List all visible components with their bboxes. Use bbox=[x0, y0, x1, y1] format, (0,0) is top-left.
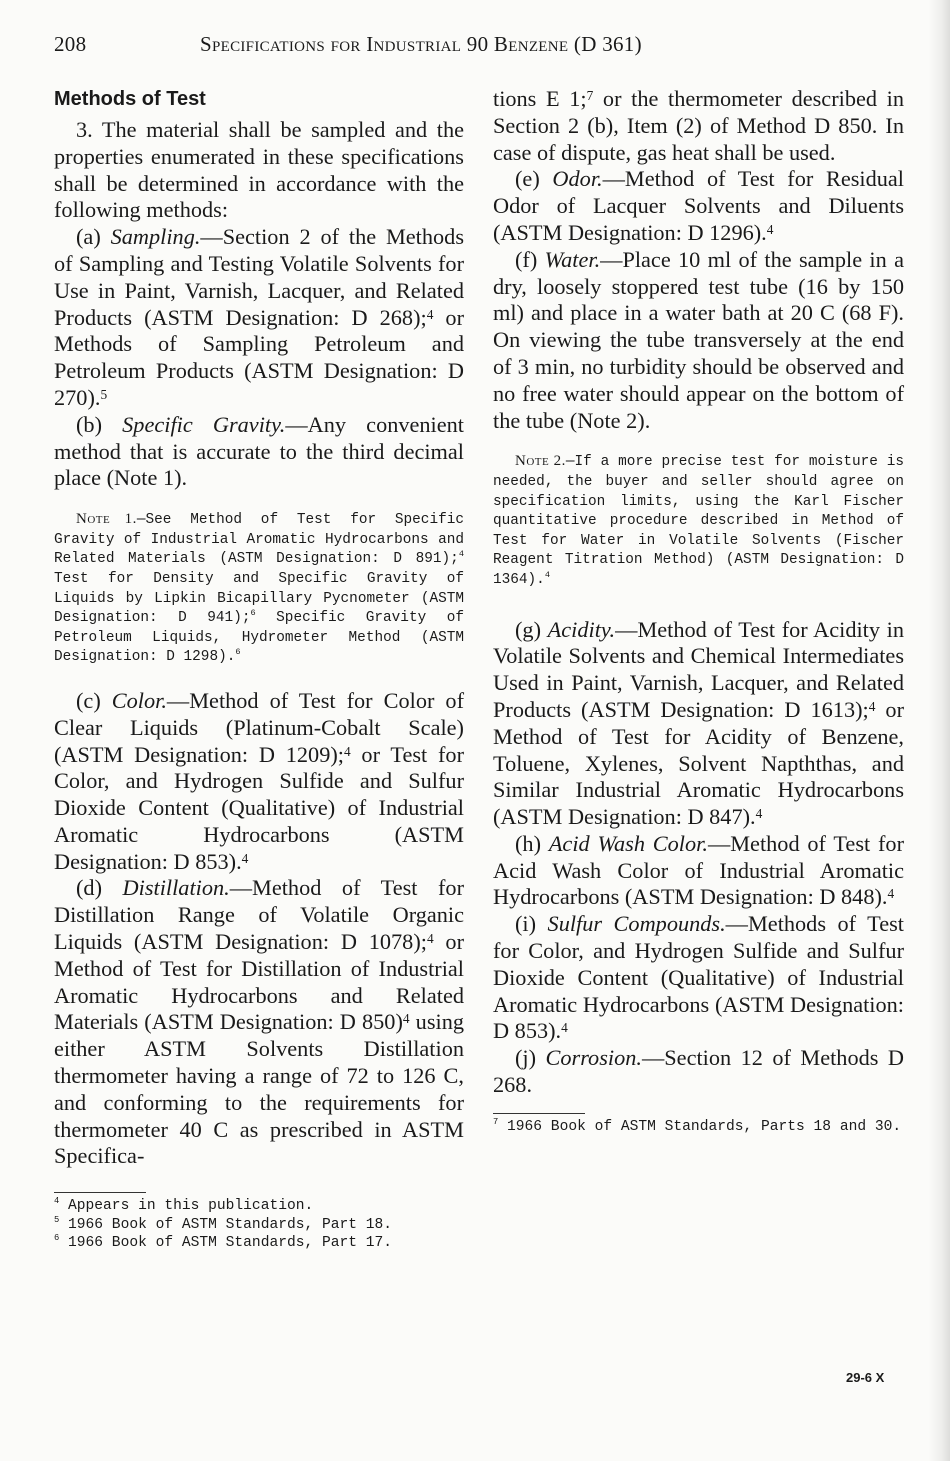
item-d-distillation: (d) Distillation.—Method of Test for Distillation Range of Volatile Organic Liquids (ASTM Designation: D 1078);$^4$ or Method of Test for Distillation of Industrial Aromatic Hydrocarbons and Related Materials (ASTM Designation: D 850)$^4$ using either ASTM Solvents Distillation thermometer having a range of 72 to 126 C, and conforming to the requirements for thermometer 40 C as prescribed in ASTM Specifica- bbox=[54, 875, 464, 1169]
item-b-specific-gravity: (b) Specific Gravity.—Any convenient method that is accurate to the third decimal place (Note 1). bbox=[54, 411, 464, 491]
footnote-7: $^7$ 1966 Book of ASTM Standards, Parts 18 and 30. bbox=[493, 1116, 902, 1135]
running-title: Specifications for Industrial 90 Benzene (D 361) bbox=[200, 32, 642, 56]
item-f-water: (f) Water.—Place 10 ml of the sample in a dry, loosely stoppered test tube (16 by 150 ml) and place in a water bath at 20 C (68 F). On viewing the tube transversely at the end of 3 min, no turbidity should be observed and no free water should appear on the bottom of the tube (Note 2). bbox=[493, 246, 904, 433]
item-a-sampling: (a) Sampling.—Section 2 of the Methods of Sampling and Testing Volatile Solvents for Use in Paint, Varnish, Lacquer, and Related Products (ASTM Designation: D 268);$^4$ or Methods of Sampling Petroleum and Petroleum Products (ASTM Designation: D 270).$^5$ bbox=[54, 224, 464, 410]
item-i-sulfur-compounds: (i) Sulfur Compounds.—Methods of Test for Color, and Hydrogen Sulfide and Sulfur Dioxide Content (Qualitative) of Industrial Aromatic Hydrocarbons (ASTM Designation: D 853).$^4$ bbox=[493, 911, 904, 1044]
footnote-5: $^5$ 1966 Book of ASTM Standards, Part 18. bbox=[54, 1214, 393, 1233]
page-code: 29-6 X bbox=[846, 1370, 885, 1385]
page-number: 208 bbox=[54, 32, 87, 56]
running-header bbox=[54, 32, 914, 64]
item-h-acid-wash-color: (h) Acid Wash Color.—Method of Test for Acid Wash Color of Industrial Aromatic Hydrocarbons (ASTM Designation: D 848).$^4$ bbox=[493, 830, 905, 910]
note-2: Note 2.—If a more precise test for moisture is needed, the buyer and seller should agree on specification limits, using the Karl Fischer quantitative procedure described in Method of Test for Water in Volatile Solvents (Fischer Reagent Titration Method) (ASTM Designation: D 1364).$^4$ bbox=[493, 453, 905, 588]
item-g-acidity: (g) Acidity.—Method of Test for Acidity in Volatile Solvents and Chemical Intermediates Used in Paint, Varnish, Lacquer, and Related Products (ASTM Designation: D 1613);$^4$ or Method of Test for Acidity of Benzene, Toluene, Xylenes, Solvent Napththas, and Similar Industrial Aromatic Hydrocarbons (ASTM Designation: D 847).$^4$ bbox=[493, 616, 904, 830]
footnote-rule bbox=[54, 1192, 146, 1193]
right-column bbox=[493, 86, 904, 1136]
item-j-corrosion: (j) Corrosion.—Section 12 of Methods D 268. bbox=[493, 1045, 904, 1098]
footnote-4: $^4$ Appears in this publication. bbox=[54, 1196, 314, 1215]
paragraph-3: 3. The material shall be sampled and the properties enumerated in these specifications shall be determined in accordance with the following methods: bbox=[54, 117, 464, 223]
section-heading: Methods of Test bbox=[54, 88, 206, 110]
continuation-paragraph: tions E 1;$^7$ or the thermometer described in Section 2 (b), Item (2) of Method D 850. In case of dispute, gas heat shall be used. bbox=[493, 86, 904, 165]
footnote-6: $^6$ 1966 Book of ASTM Standards, Part 17. bbox=[54, 1232, 393, 1251]
item-e-odor: (e) Odor.—Method of Test for Residual Odor of Lacquer Solvents and Diluents (ASTM Designation: D 1296).$^4$ bbox=[493, 166, 904, 245]
note-1: Note 1.—See Method of Test for Specific Gravity of Industrial Aromatic Hydrocarbons and Related Materials (ASTM Designation: D 891);$^4$ Test for Density and Specific Gravity of Liquids by Lipkin Bicapillary Pycnometer (ASTM Designation: D 941);$^6$ Specific Gravity of Petroleum Liquids, Hydrometer Method (ASTM Designation: D 1298).$^6$ bbox=[54, 511, 464, 666]
left-column bbox=[54, 86, 464, 1252]
item-c-color: (c) Color.—Method of Test for Color of Clear Liquids (Platinum-Cobalt Scale) (ASTM Designation: D 1209);$^4$ or Test for Color, and Hydrogen Sulfide and Sulfur Dioxide Content (Qualitative) of Industrial Aromatic Hydrocarbons (ASTM Designation: D 853).$^4$ bbox=[54, 687, 464, 874]
page-edge-shadow bbox=[928, 0, 950, 1461]
footnote-rule-right bbox=[493, 1113, 585, 1114]
